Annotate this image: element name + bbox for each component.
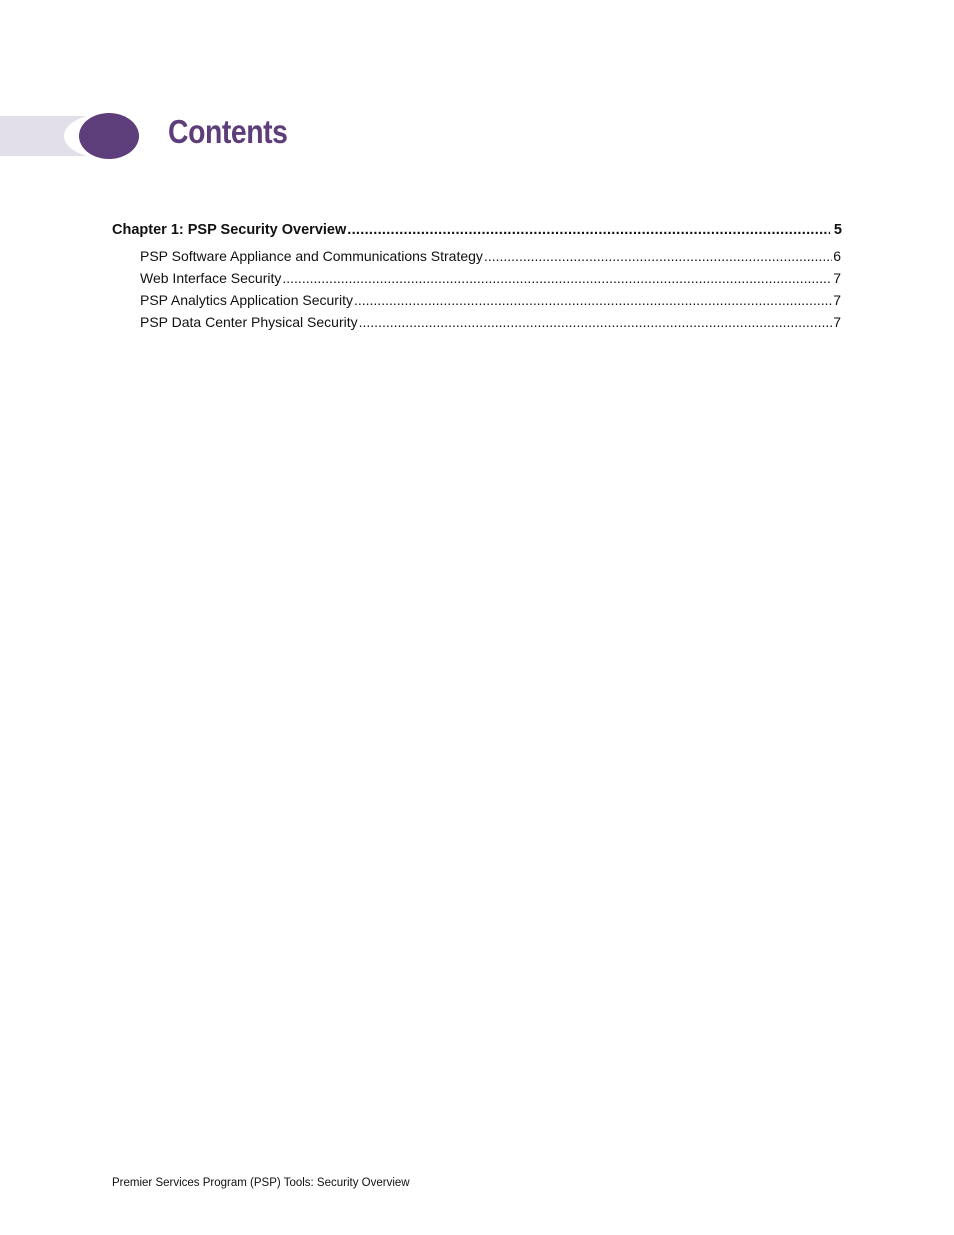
toc-dot-leader	[359, 311, 833, 333]
toc-chapter-page: 5	[833, 222, 842, 238]
page-footer: Premier Services Program (PSP) Tools: Security Overview	[112, 1177, 410, 1189]
toc-section-entry[interactable]	[112, 245, 841, 267]
page-title: Contents	[168, 113, 288, 150]
toc-section-page: 7	[833, 314, 841, 330]
toc-section-page: 7	[833, 270, 841, 286]
toc-section-entry[interactable]	[112, 311, 841, 333]
toc-section-label: PSP Data Center Physical Security	[140, 314, 358, 330]
toc-section-page: 7	[833, 292, 841, 308]
toc-section-label: PSP Analytics Application Security	[140, 292, 353, 308]
toc-section-label: PSP Software Appliance and Communications Strategy	[140, 248, 483, 264]
toc-section-label: Web Interface Security	[140, 270, 282, 286]
toc-section-entry[interactable]	[112, 289, 841, 311]
toc-dot-leader	[282, 267, 832, 289]
toc-section-page: 6	[833, 248, 841, 264]
toc-chapter-label: Chapter 1: PSP Security Overview	[112, 222, 347, 238]
toc-section-entry[interactable]	[112, 267, 841, 289]
toc-dot-leader	[354, 289, 832, 311]
toc-dot-leader	[347, 218, 830, 242]
table-of-contents	[112, 218, 842, 333]
title-oval-icon	[79, 113, 139, 159]
toc-chapter-entry[interactable]	[112, 218, 842, 242]
toc-dot-leader	[484, 245, 832, 267]
